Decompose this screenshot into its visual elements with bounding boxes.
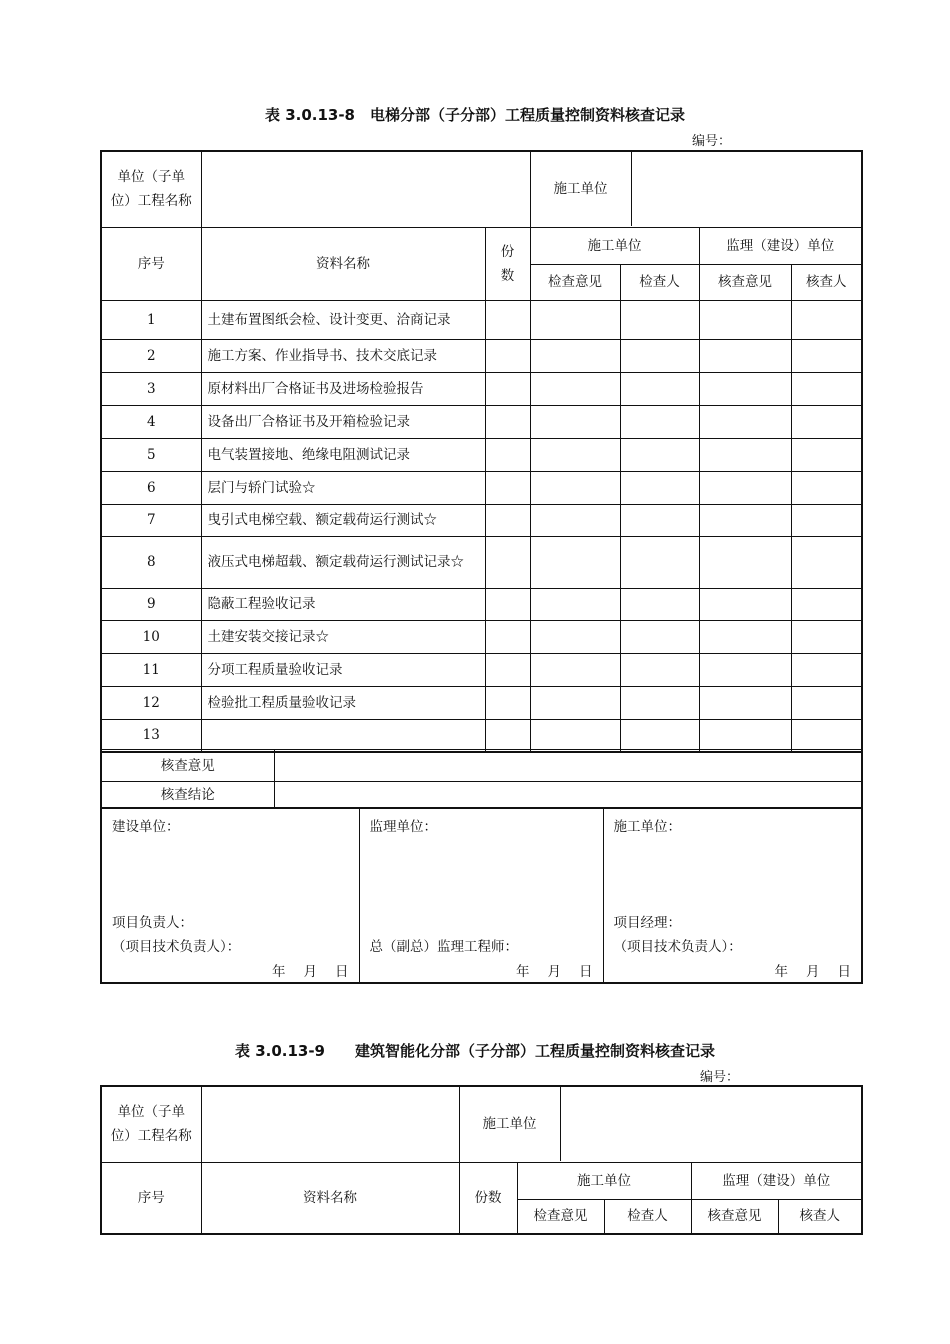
row-doc-name: 原材料出厂合格证书及进场检验报告 — [201, 372, 485, 405]
row-cell[interactable] — [699, 620, 791, 653]
row-cell[interactable] — [699, 405, 791, 438]
row-cell[interactable] — [620, 653, 699, 686]
row-cell[interactable] — [620, 719, 699, 752]
table-row — [101, 405, 862, 438]
row-cell[interactable] — [791, 339, 862, 372]
row-no: 1 — [101, 300, 201, 339]
review-conclusion-label: 核查结论 — [101, 782, 274, 808]
row-cell[interactable] — [485, 405, 530, 438]
review-opinion-label: 核查意见 — [101, 750, 274, 782]
row-cell[interactable] — [699, 536, 791, 588]
t2-groups-cell — [517, 1162, 862, 1234]
row-cell[interactable] — [699, 653, 791, 686]
row-cell[interactable] — [791, 300, 862, 339]
col-copies-header: 份数 — [485, 227, 530, 300]
owner-date: 年 月 日 — [272, 964, 349, 980]
row-cell[interactable] — [620, 438, 699, 471]
row-cell[interactable] — [485, 372, 530, 405]
row-cell[interactable] — [620, 471, 699, 504]
row-doc-name: 曳引式电梯空载、额定载荷运行测试☆ — [201, 504, 485, 536]
verifier-header: 核查人 — [791, 264, 862, 300]
group-supervision-header: 监理（建设）单位 — [699, 227, 862, 264]
row-doc-name: 液压式电梯超载、额定载荷运行测试记录☆ — [201, 536, 485, 588]
table-row — [101, 372, 862, 405]
check-opinion-header: 检查意见 — [530, 264, 620, 300]
row-cell[interactable] — [699, 719, 791, 752]
verify-opinion-header: 核查意见 — [699, 264, 791, 300]
table2-header-grid — [100, 1085, 863, 1235]
t2-col-doc-header: 资料名称 — [201, 1162, 459, 1234]
t2-check-opinion-header: 检查意见 — [518, 1200, 605, 1233]
row-cell[interactable] — [791, 438, 862, 471]
contractor-person-label: 项目经理： — [613, 915, 681, 931]
review-conclusion-field[interactable] — [274, 782, 862, 808]
table-row — [101, 438, 862, 471]
contractor-date: 年 月 日 — [774, 964, 851, 980]
supervisor-date: 年 月 日 — [516, 964, 593, 980]
row-cell[interactable] — [530, 405, 620, 438]
row-cell[interactable] — [485, 588, 530, 620]
row-cell[interactable] — [530, 536, 620, 588]
row-cell[interactable] — [791, 719, 862, 752]
row-doc-name: 分项工程质量验收记录 — [201, 653, 485, 686]
row-cell[interactable] — [530, 300, 620, 339]
table-row — [101, 588, 862, 620]
row-cell[interactable] — [530, 471, 620, 504]
table-row — [101, 339, 862, 372]
supervisor-person-label: 总（副总）监理工程师： — [369, 939, 518, 955]
row-no: 5 — [101, 438, 201, 471]
row-cell[interactable] — [485, 653, 530, 686]
row-cell[interactable] — [699, 438, 791, 471]
row-cell[interactable] — [791, 536, 862, 588]
table2-title: 表 3.0.13-9 建筑智能化分部（子分部）工程质量控制资料核查记录 — [234, 1042, 716, 1060]
row-cell[interactable] — [530, 653, 620, 686]
table-row — [101, 504, 862, 536]
owner-person-label: 项目负责人： — [112, 915, 193, 931]
t2-verifier-header: 核查人 — [799, 1208, 840, 1225]
row-cell[interactable] — [699, 588, 791, 620]
row-cell[interactable] — [530, 620, 620, 653]
row-cell[interactable] — [530, 372, 620, 405]
row-cell[interactable] — [791, 653, 862, 686]
row-doc-name: 检验批工程质量验收记录 — [201, 686, 485, 719]
row-no: 2 — [101, 339, 201, 372]
t2-col-copies-header: 份数 — [459, 1162, 517, 1234]
row-no: 3 — [101, 372, 201, 405]
row-cell[interactable] — [620, 300, 699, 339]
unit-name-field[interactable] — [201, 151, 530, 227]
unit-name-label: 单位（子单位）工程名称 — [101, 151, 201, 227]
table1-review-grid — [100, 749, 863, 808]
row-cell[interactable] — [530, 339, 620, 372]
row-no: 12 — [101, 686, 201, 719]
row-no: 13 — [101, 719, 201, 752]
t2-unit-name-label: 单位（子单位）工程名称 — [101, 1086, 201, 1162]
row-cell[interactable] — [530, 438, 620, 471]
col-seq-header: 序号 — [101, 227, 201, 300]
contractor-sign-cell[interactable] — [603, 808, 862, 983]
row-cell[interactable] — [791, 504, 862, 536]
t2-constructor-label: 施工单位 — [460, 1087, 561, 1161]
row-cell[interactable] — [620, 339, 699, 372]
table-row — [101, 471, 862, 504]
col-doc-header: 资料名称 — [201, 227, 485, 300]
row-cell[interactable] — [791, 471, 862, 504]
constructor-cell — [530, 151, 862, 227]
row-cell[interactable] — [791, 405, 862, 438]
table-row — [101, 620, 862, 653]
row-cell[interactable] — [485, 536, 530, 588]
supervisor-label: 监理单位： — [369, 819, 437, 835]
contractor-label: 施工单位： — [613, 819, 681, 835]
owner-label: 建设单位： — [112, 819, 180, 835]
t2-constructor-cell — [459, 1086, 862, 1162]
review-opinion-field[interactable] — [274, 750, 862, 782]
row-cell[interactable] — [791, 372, 862, 405]
t2-group-supervision-header: 监理（建设）单位 — [722, 1172, 831, 1189]
constructor-label: 施工单位 — [531, 152, 632, 226]
t2-checker-header: 检查人 — [605, 1200, 692, 1233]
row-cell[interactable] — [620, 405, 699, 438]
row-cell[interactable] — [699, 372, 791, 405]
table-row — [101, 719, 862, 752]
t2-group-construction-header: 施工单位 — [518, 1163, 692, 1199]
row-no: 10 — [101, 620, 201, 653]
row-cell[interactable] — [485, 719, 530, 752]
row-cell[interactable] — [485, 620, 530, 653]
row-cell[interactable] — [620, 372, 699, 405]
row-no: 4 — [101, 405, 201, 438]
row-cell[interactable] — [791, 686, 862, 719]
table-row — [101, 686, 862, 719]
table1-title: 表 3.0.13-8 电梯分部（子分部）工程质量控制资料核查记录 — [264, 106, 686, 124]
row-cell[interactable] — [530, 686, 620, 719]
row-doc-name: 土建布置图纸会检、设计变更、洽商记录 — [201, 300, 485, 339]
row-cell[interactable] — [699, 686, 791, 719]
row-cell[interactable] — [530, 504, 620, 536]
table1-signature-grid — [100, 807, 863, 984]
row-cell[interactable] — [699, 300, 791, 339]
table-row — [101, 653, 862, 686]
row-cell[interactable] — [699, 471, 791, 504]
row-cell[interactable] — [485, 471, 530, 504]
table1-header-grid — [100, 150, 863, 753]
row-doc-name: 设备出厂合格证书及开箱检验记录 — [201, 405, 485, 438]
supervisor-sign-cell[interactable] — [359, 808, 603, 983]
t2-verify-opinion-header: 核查意见 — [692, 1200, 779, 1233]
row-no: 11 — [101, 653, 201, 686]
t2-constructor-field[interactable] — [561, 1087, 862, 1161]
row-cell[interactable] — [620, 504, 699, 536]
row-cell[interactable] — [791, 620, 862, 653]
contractor-tech-person-label: （项目技术负责人）： — [613, 939, 742, 955]
table1-serial-label: 编号： — [692, 134, 732, 149]
row-no: 6 — [101, 471, 201, 504]
row-cell[interactable] — [530, 588, 620, 620]
row-cell[interactable] — [699, 504, 791, 536]
table-row — [101, 300, 862, 339]
row-doc-name: 电气装置接地、绝缘电阻测试记录 — [201, 438, 485, 471]
row-cell[interactable] — [620, 620, 699, 653]
group-construction-header: 施工单位 — [530, 227, 699, 264]
row-cell[interactable] — [620, 588, 699, 620]
row-doc-name: 层门与轿门试验☆ — [201, 471, 485, 504]
row-cell[interactable] — [791, 588, 862, 620]
row-no: 8 — [101, 536, 201, 588]
t2-unit-name-field[interactable] — [201, 1086, 459, 1162]
row-doc-name — [201, 719, 485, 752]
checker-header: 检查人 — [620, 264, 699, 300]
row-cell[interactable] — [485, 438, 530, 471]
row-doc-name: 土建安装交接记录☆ — [201, 620, 485, 653]
row-cell[interactable] — [485, 504, 530, 536]
row-no: 7 — [101, 504, 201, 536]
row-cell[interactable] — [485, 300, 530, 339]
row-cell[interactable] — [530, 719, 620, 752]
row-cell[interactable] — [620, 686, 699, 719]
row-cell[interactable] — [620, 536, 699, 588]
row-doc-name: 隐蔽工程验收记录 — [201, 588, 485, 620]
row-cell[interactable] — [485, 339, 530, 372]
row-no: 9 — [101, 588, 201, 620]
row-doc-name: 施工方案、作业指导书、技术交底记录 — [201, 339, 485, 372]
owner-tech-person-label: （项目技术负责人）： — [112, 939, 241, 955]
table-row — [101, 536, 862, 588]
row-cell[interactable] — [699, 339, 791, 372]
constructor-field[interactable] — [632, 152, 862, 226]
row-cell[interactable] — [485, 686, 530, 719]
owner-sign-cell[interactable] — [101, 808, 359, 983]
t2-col-seq-header: 序号 — [101, 1162, 201, 1234]
table2-serial-label: 编号： — [700, 1070, 740, 1085]
